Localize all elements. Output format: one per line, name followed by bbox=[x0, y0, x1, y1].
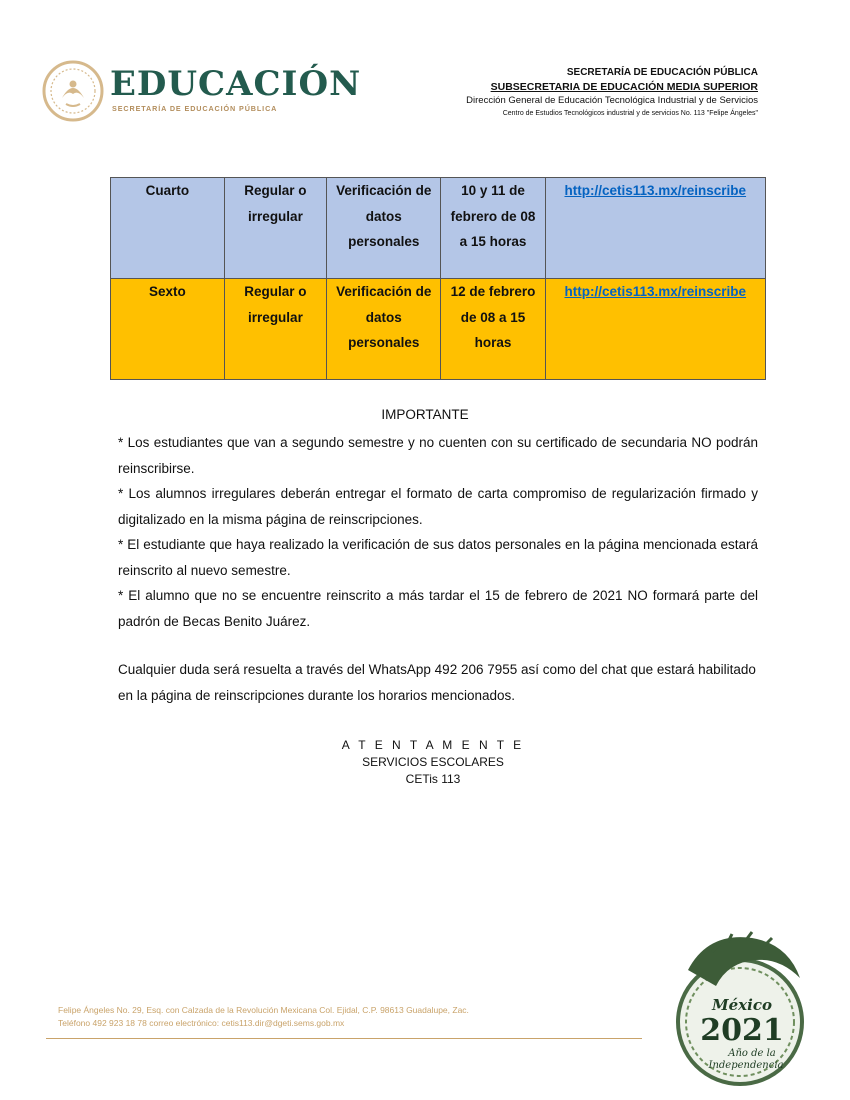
header-line-centro: Centro de Estudios Tecnológicos industrial y de servicios No. 113 "Felipe Ángeles" bbox=[502, 110, 758, 117]
header-line-subsecretaria: SUBSECRETARIA DE EDUCACIÓN MEDIA SUPERIOR bbox=[490, 81, 758, 93]
emblem-text-ano: Año de la bbox=[728, 1048, 776, 1059]
cell-semestre: Cuarto bbox=[111, 178, 225, 279]
table-row bbox=[111, 279, 766, 380]
signature-block bbox=[0, 737, 850, 788]
logo-wordmark: EDUCACIÓN bbox=[110, 64, 362, 104]
header-line-direccion: Dirección General de Educación Tecnológica Industrial y de Servicios bbox=[466, 95, 758, 106]
table-row bbox=[111, 178, 766, 279]
cell-semestre: Sexto bbox=[111, 279, 225, 380]
importante-notes bbox=[118, 430, 758, 634]
emblem-text-independencia: Independencia bbox=[708, 1060, 784, 1071]
cell-tipo: Regular o irregular bbox=[224, 178, 326, 279]
emblem-text-year: 2021 bbox=[700, 1013, 784, 1048]
cell-fecha: 12 de febrero de 08 a 15 horas bbox=[441, 279, 545, 380]
mexico-2021-emblem-icon bbox=[668, 930, 814, 1090]
cell-link bbox=[545, 178, 765, 279]
note-item: * El alumno que no se encuentre reinscrito a más tardar el 15 de febrero de 2021 NO formará parte del padrón de Becas Benito Juárez. bbox=[118, 588, 758, 629]
cell-tipo: Regular o irregular bbox=[224, 279, 326, 380]
signature-school: CETis 113 bbox=[405, 772, 461, 786]
contact-paragraph: Cualquier duda será resuelta a través del WhatsApp 492 206 7955 así como del chat que estará habilitado en la página de reinscripciones durante los horarios mencionados. bbox=[118, 662, 756, 703]
note-item: * El estudiante que haya realizado la verificación de sus datos personales en la página mencionada estará reinscrito al nuevo semestre. bbox=[118, 537, 758, 578]
logo-subtitle: SECRETARÍA DE EDUCACIÓN PÚBLICA bbox=[112, 104, 278, 113]
reinscribe-link[interactable]: http://cetis113.mx/reinscribe bbox=[564, 284, 747, 299]
national-seal-icon bbox=[42, 60, 104, 122]
signature-department: SERVICIOS ESCOLARES bbox=[362, 755, 504, 769]
footer-contact-line: Teléfono 492 923 18 78 correo electrónico: cetis113.dir@dgeti.sems.gob.mx bbox=[58, 1018, 345, 1028]
cell-tramite: Verificación de datos personales bbox=[327, 279, 441, 380]
institution-header bbox=[358, 66, 758, 119]
footer-divider bbox=[46, 1038, 642, 1039]
footer-address bbox=[58, 1004, 469, 1030]
cell-fecha: 10 y 11 de febrero de 08 a 15 horas bbox=[441, 178, 545, 279]
signature-atentamente: A T E N T A M E N T E bbox=[341, 738, 525, 752]
note-item: * Los estudiantes que van a segundo semestre y no cuenten con su certificado de secundaria NO podrán reinscribirse. bbox=[118, 435, 758, 476]
reinscription-schedule-table bbox=[110, 177, 766, 380]
note-item: * Los alumnos irregulares deberán entregar el formato de carta compromiso de regularización firmado y digitalizado en la misma página de reinscripciones. bbox=[118, 486, 758, 527]
cell-tramite: Verificación de datos personales bbox=[327, 178, 441, 279]
reinscribe-link[interactable]: http://cetis113.mx/reinscribe bbox=[564, 183, 747, 198]
header-line-sep: SECRETARÍA DE EDUCACIÓN PÚBLICA bbox=[566, 67, 758, 78]
sep-logo bbox=[42, 60, 362, 126]
cell-link bbox=[545, 279, 765, 380]
importante-heading: IMPORTANTE bbox=[381, 407, 469, 422]
emblem-text-mexico: México bbox=[712, 996, 772, 1014]
footer-address-line: Felipe Ángeles No. 29, Esq. con Calzada de la Revolución Mexicana Col. Ejidal, C.P. 98613 Guadalupe, Zac. bbox=[58, 1005, 469, 1015]
